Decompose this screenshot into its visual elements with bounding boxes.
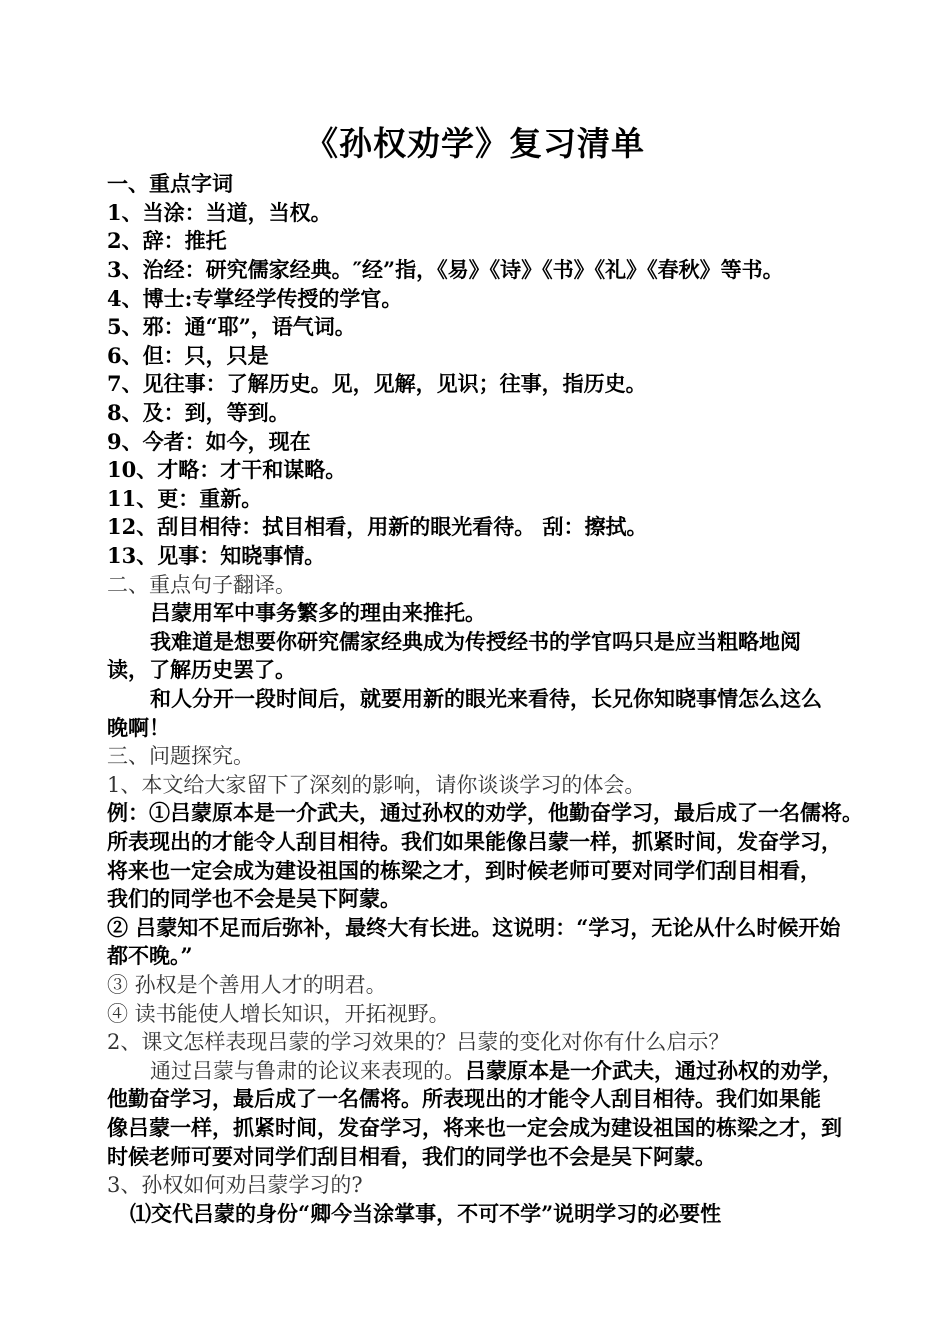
vocab-item-4: 4、博士:专掌经学传授的学官。 <box>107 286 403 311</box>
example-line-5: ② 吕蒙知不足而后弥补，最终大有长进。这说明：“学习，无论从什么时候开始 <box>107 915 841 940</box>
answer-2-intro: 通过吕蒙与鲁肃的论议来表现的。 <box>150 1059 465 1083</box>
translation-line-2-cont: 读，了解历史罢了。 <box>107 657 296 682</box>
answer-2-line-4: 时候老师可要对同学们刮目相看，我们的同学也不会是吴下阿蒙。 <box>107 1144 716 1169</box>
example-line-2: 所表现出的才能令人刮目相待。我们如果能像吕蒙一样，抓紧时间，发奋学习， <box>107 829 842 854</box>
example-line-1: 例：①吕蒙原本是一介武夫，通过孙权的劝学，他勤奋学习，最后成了一名儒将。 <box>107 800 863 825</box>
example-line-4: 我们的同学也不会是吴下阿蒙。 <box>107 886 401 911</box>
section-heading-translation: 二、重点句子翻译。 <box>107 573 296 597</box>
answer-2-bold: 吕蒙原本是一介武夫，通过孙权的劝学， <box>465 1058 843 1083</box>
point-4: ④ 读书能使人增长知识，开拓视野。 <box>107 1002 450 1026</box>
vocab-item-9: 9、今者：如今，现在 <box>107 429 311 454</box>
translation-line-2: 我难道是想要你研究儒家经典成为传授经书的学官吗只是应当粗略地阅 <box>150 629 801 654</box>
vocab-item-2: 2、辞：推托 <box>107 228 227 253</box>
vocab-item-10: 10、才略：才干和谋略。 <box>107 457 347 482</box>
vocab-item-8: 8、及：到，等到。 <box>107 400 290 425</box>
example-line-3: 将来也一定会成为建设祖国的栋梁之才，到时候老师可要对同学们刮目相看， <box>107 858 821 883</box>
section-heading-key-words: 一、重点字词 <box>107 171 233 196</box>
question-1: 1、本文给大家留下了深刻的影响，请你谈谈学习的体会。 <box>107 773 646 797</box>
answer-2-line-3: 像吕蒙一样，抓紧时间，发奋学习，将来也一定会成为建设祖国的栋梁之才，到 <box>107 1115 842 1140</box>
question-3: 3、孙权如何劝吕蒙学习的? <box>107 1173 363 1197</box>
translation-line-3-cont: 晚啊！ <box>107 715 170 740</box>
vocab-item-6: 6、但：只，只是 <box>107 343 269 368</box>
vocab-item-5: 5、邪：通“耶”，语气词。 <box>107 314 356 339</box>
vocab-item-1: 1、当涂：当道，当权。 <box>107 200 332 225</box>
translation-line-1: 吕蒙用军中事务繁多的理由来推托。 <box>150 600 486 625</box>
vocab-item-3: 3、治经：研究儒家经典。″经”指，《易》《诗》《书》《礼》《春秋》等书。 <box>107 257 784 282</box>
vocab-item-7: 7、见往事：了解历史。见，见解，见识；往事，指历史。 <box>107 371 647 396</box>
question-2: 2、课文怎样表现吕蒙的学习效果的？吕蒙的变化对你有什么启示？ <box>107 1030 730 1054</box>
vocab-item-12: 12、刮目相待：拭目相看，用新的眼光看待。 刮：擦拭。 <box>107 514 648 539</box>
vocab-item-13: 13、见事：知晓事情。 <box>107 543 326 568</box>
page-title: 《孙权劝学》复习清单 <box>305 124 645 163</box>
section-heading-inquiry: 三、问题探究。 <box>107 744 254 768</box>
vocab-item-11: 11、更：重新。 <box>107 486 263 511</box>
example-line-6: 都不晚。” <box>107 943 193 968</box>
answer-3-item-1: ⑴交代吕蒙的身份“卿今当涂掌事，不可不学”说明学习的必要性 <box>130 1201 722 1226</box>
answer-2-line-2: 他勤奋学习，最后成了一名儒将。所表现出的才能令人刮目相待。我们如果能 <box>107 1086 821 1111</box>
point-3: ③ 孙权是个善用人才的明君。 <box>107 973 387 997</box>
translation-line-3: 和人分开一段时间后，就要用新的眼光来看待，长兄你知晓事情怎么这么 <box>150 686 822 711</box>
answer-2-line-1 <box>150 1057 843 1085</box>
